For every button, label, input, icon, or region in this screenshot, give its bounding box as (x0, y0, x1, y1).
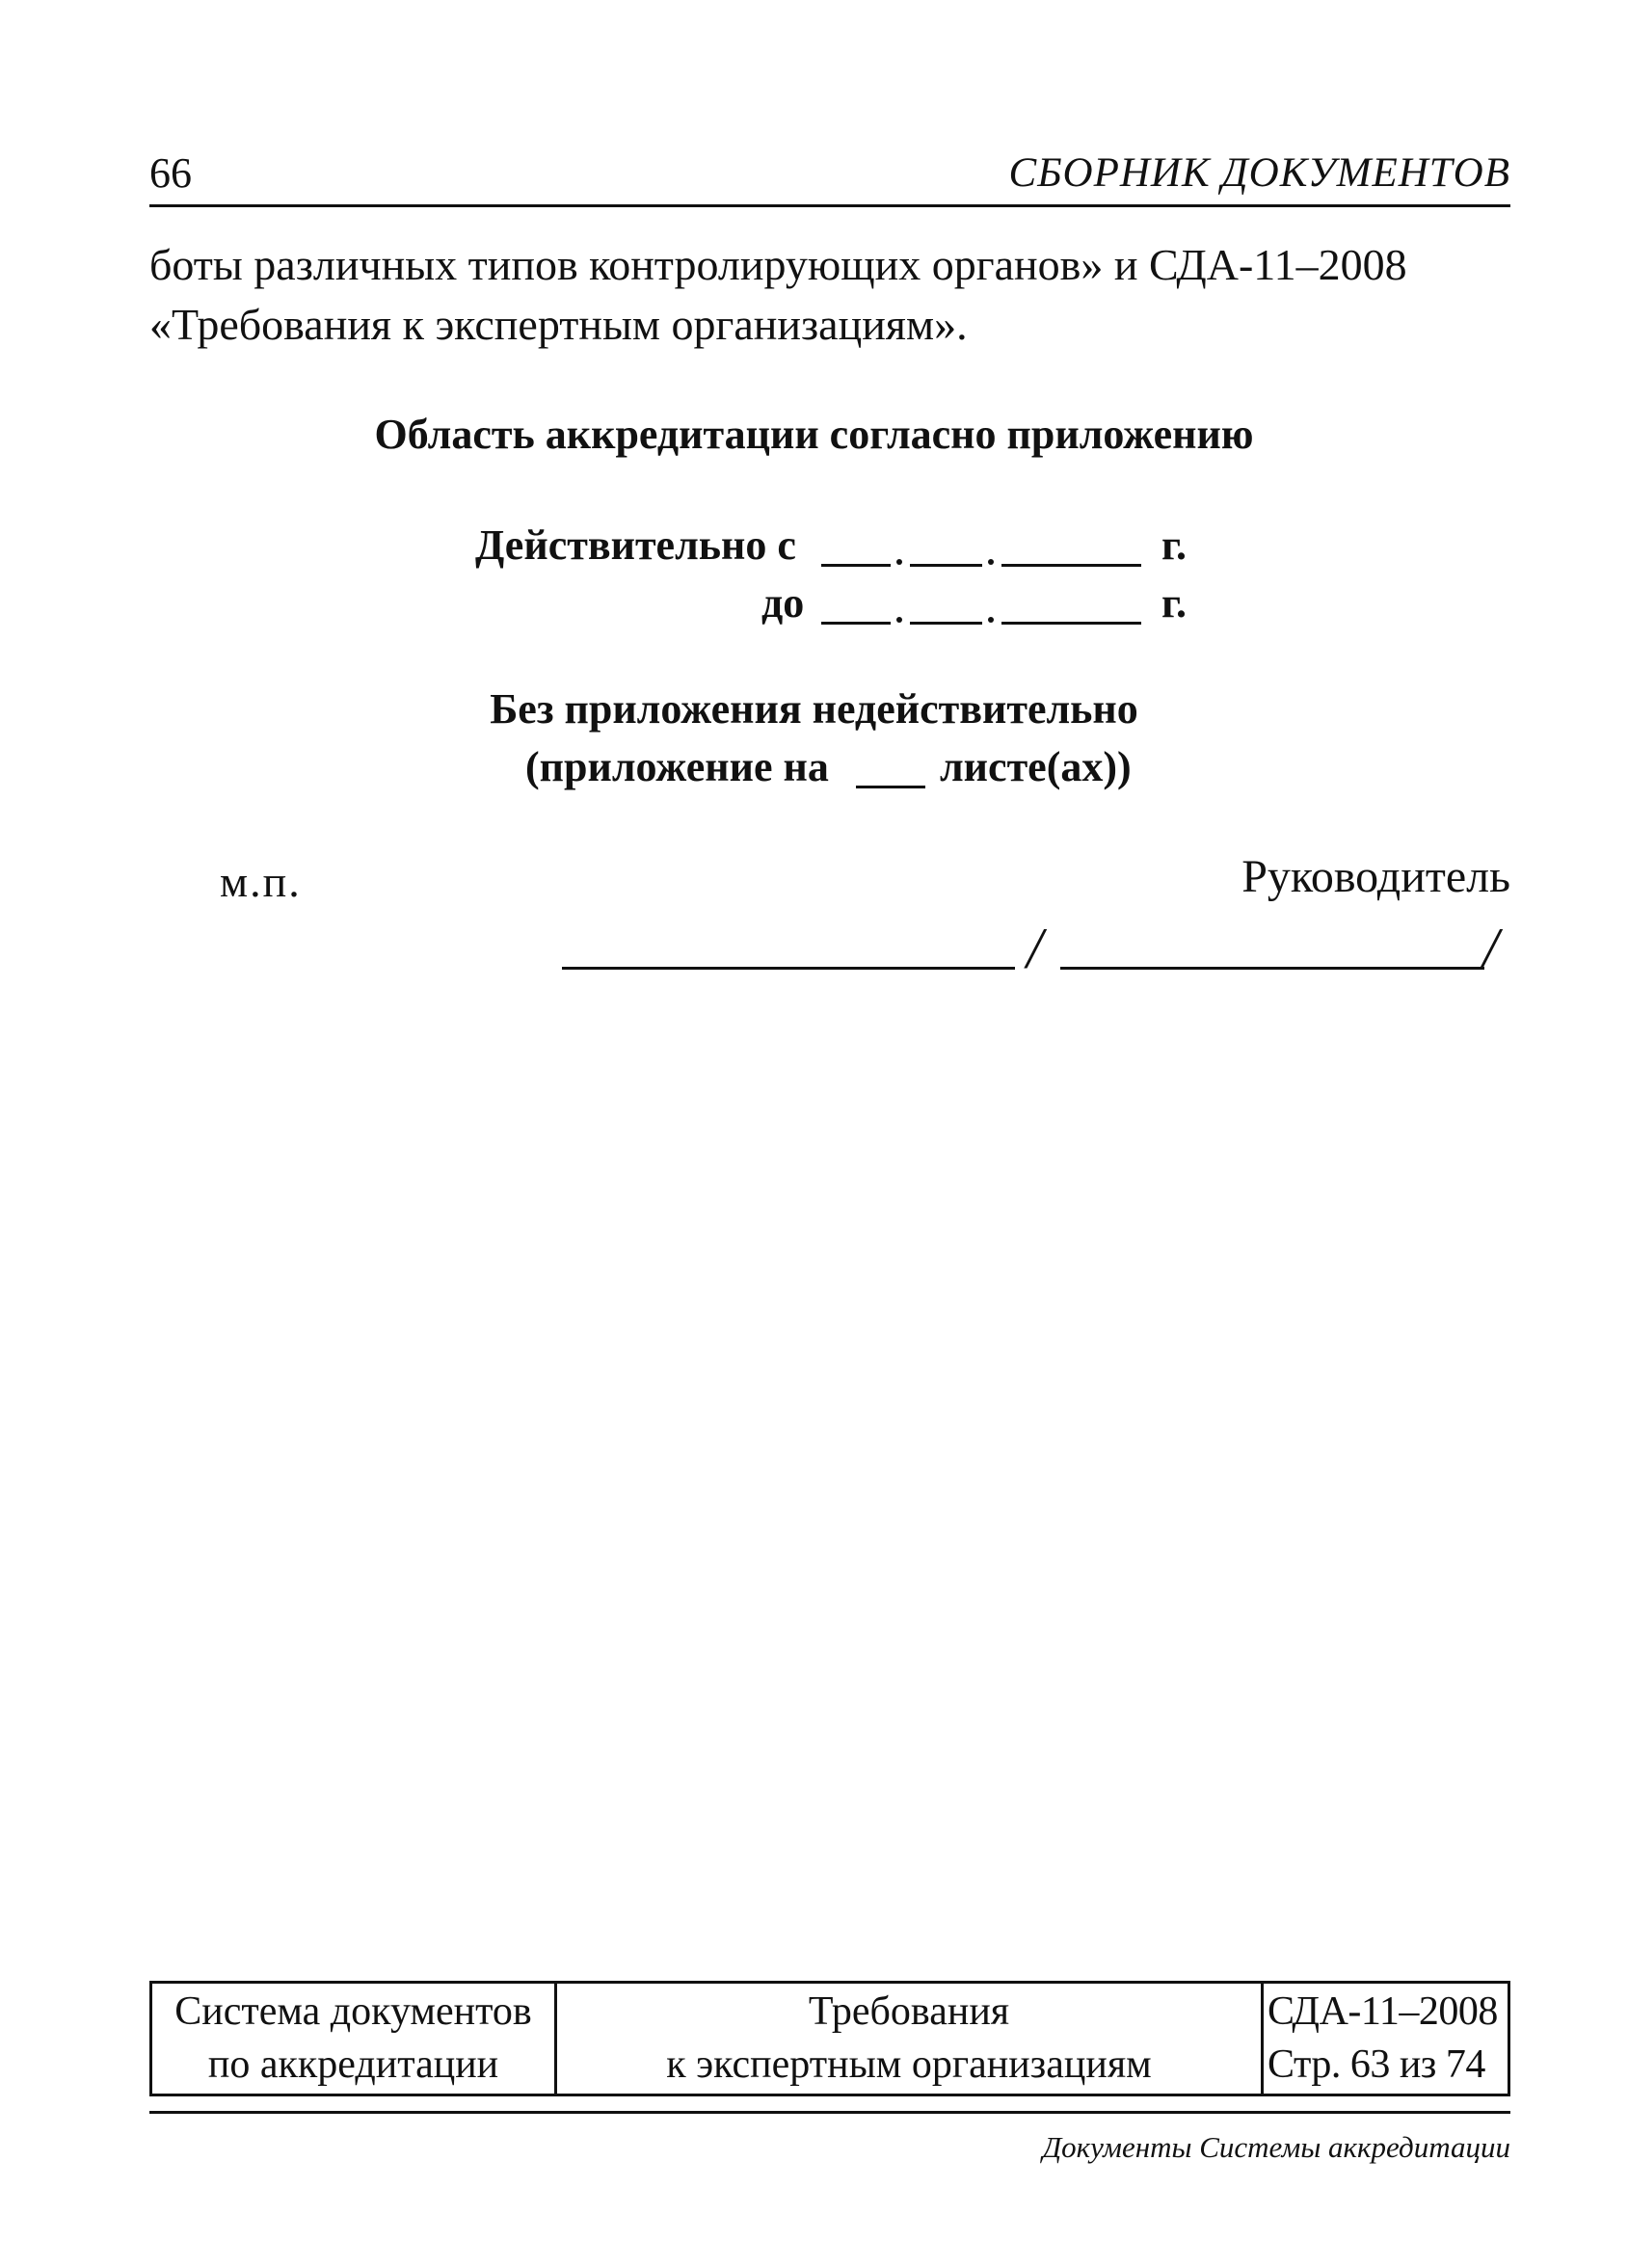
page-number: 66 (149, 149, 192, 197)
name-line (1060, 967, 1484, 970)
paragraph-line-2: «Требования к экспертным организациям». (149, 300, 968, 349)
footer-table (149, 1981, 1510, 2096)
footer-cell-title (557, 1984, 1264, 2094)
date-separator-dot (988, 617, 994, 623)
footer-source: Документы Системы аккредитации (1042, 2130, 1510, 2164)
signature-line (562, 967, 1015, 970)
footer-cell-line: Стр. 63 из 74 (1268, 2042, 1485, 2087)
footer-cell-line: СДА-11–2008 (1268, 1989, 1498, 2034)
header-rule (149, 204, 1510, 207)
head-title: Руководитель (1241, 851, 1510, 902)
valid-from-day-blank (821, 564, 891, 567)
footer-cell-line: Система документов (174, 1989, 532, 2034)
footer-cell-line: Требования (808, 1989, 1010, 2034)
date-separator-dot (988, 559, 994, 565)
footer-cell-line: по аккредитации (207, 2042, 499, 2087)
running-title: СБОРНИК ДОКУМЕНТОВ (1008, 150, 1510, 196)
stamp-place-label: м.п. (220, 857, 302, 906)
appendix-note-end: листе(ах)) (940, 743, 1132, 790)
valid-to-year-blank (1001, 622, 1141, 625)
valid-to-month-blank (910, 622, 982, 625)
date-separator-dot (896, 617, 902, 623)
valid-from-month-blank (910, 564, 982, 567)
signature-slash: / (1027, 917, 1043, 980)
footer-cell-code (1264, 1984, 1508, 2094)
footer-rule (149, 2111, 1510, 2114)
paragraph-line-1: боты различных типов контролирующих органов» и СДА-11–2008 (149, 240, 1407, 289)
sheets-count-blank (856, 786, 925, 788)
signature-slash: / (1482, 917, 1499, 980)
footer-cell-line: к экспертным организациям (666, 2042, 1152, 2087)
date-separator-dot (896, 559, 902, 565)
valid-to-label: до (761, 579, 805, 627)
valid-to-day-blank (821, 622, 891, 625)
accreditation-scope-heading: Область аккредитации согласно приложению (374, 411, 1254, 458)
valid-from-label: Действительно с (475, 521, 796, 569)
year-abbrev: г. (1161, 521, 1188, 569)
valid-from-year-blank (1001, 564, 1141, 567)
year-abbrev: г. (1161, 579, 1188, 627)
appendix-note-start: (приложение на (525, 743, 829, 790)
without-appendix-note: Без приложения недействительно (490, 685, 1138, 733)
footer-cell-system (152, 1984, 557, 2094)
